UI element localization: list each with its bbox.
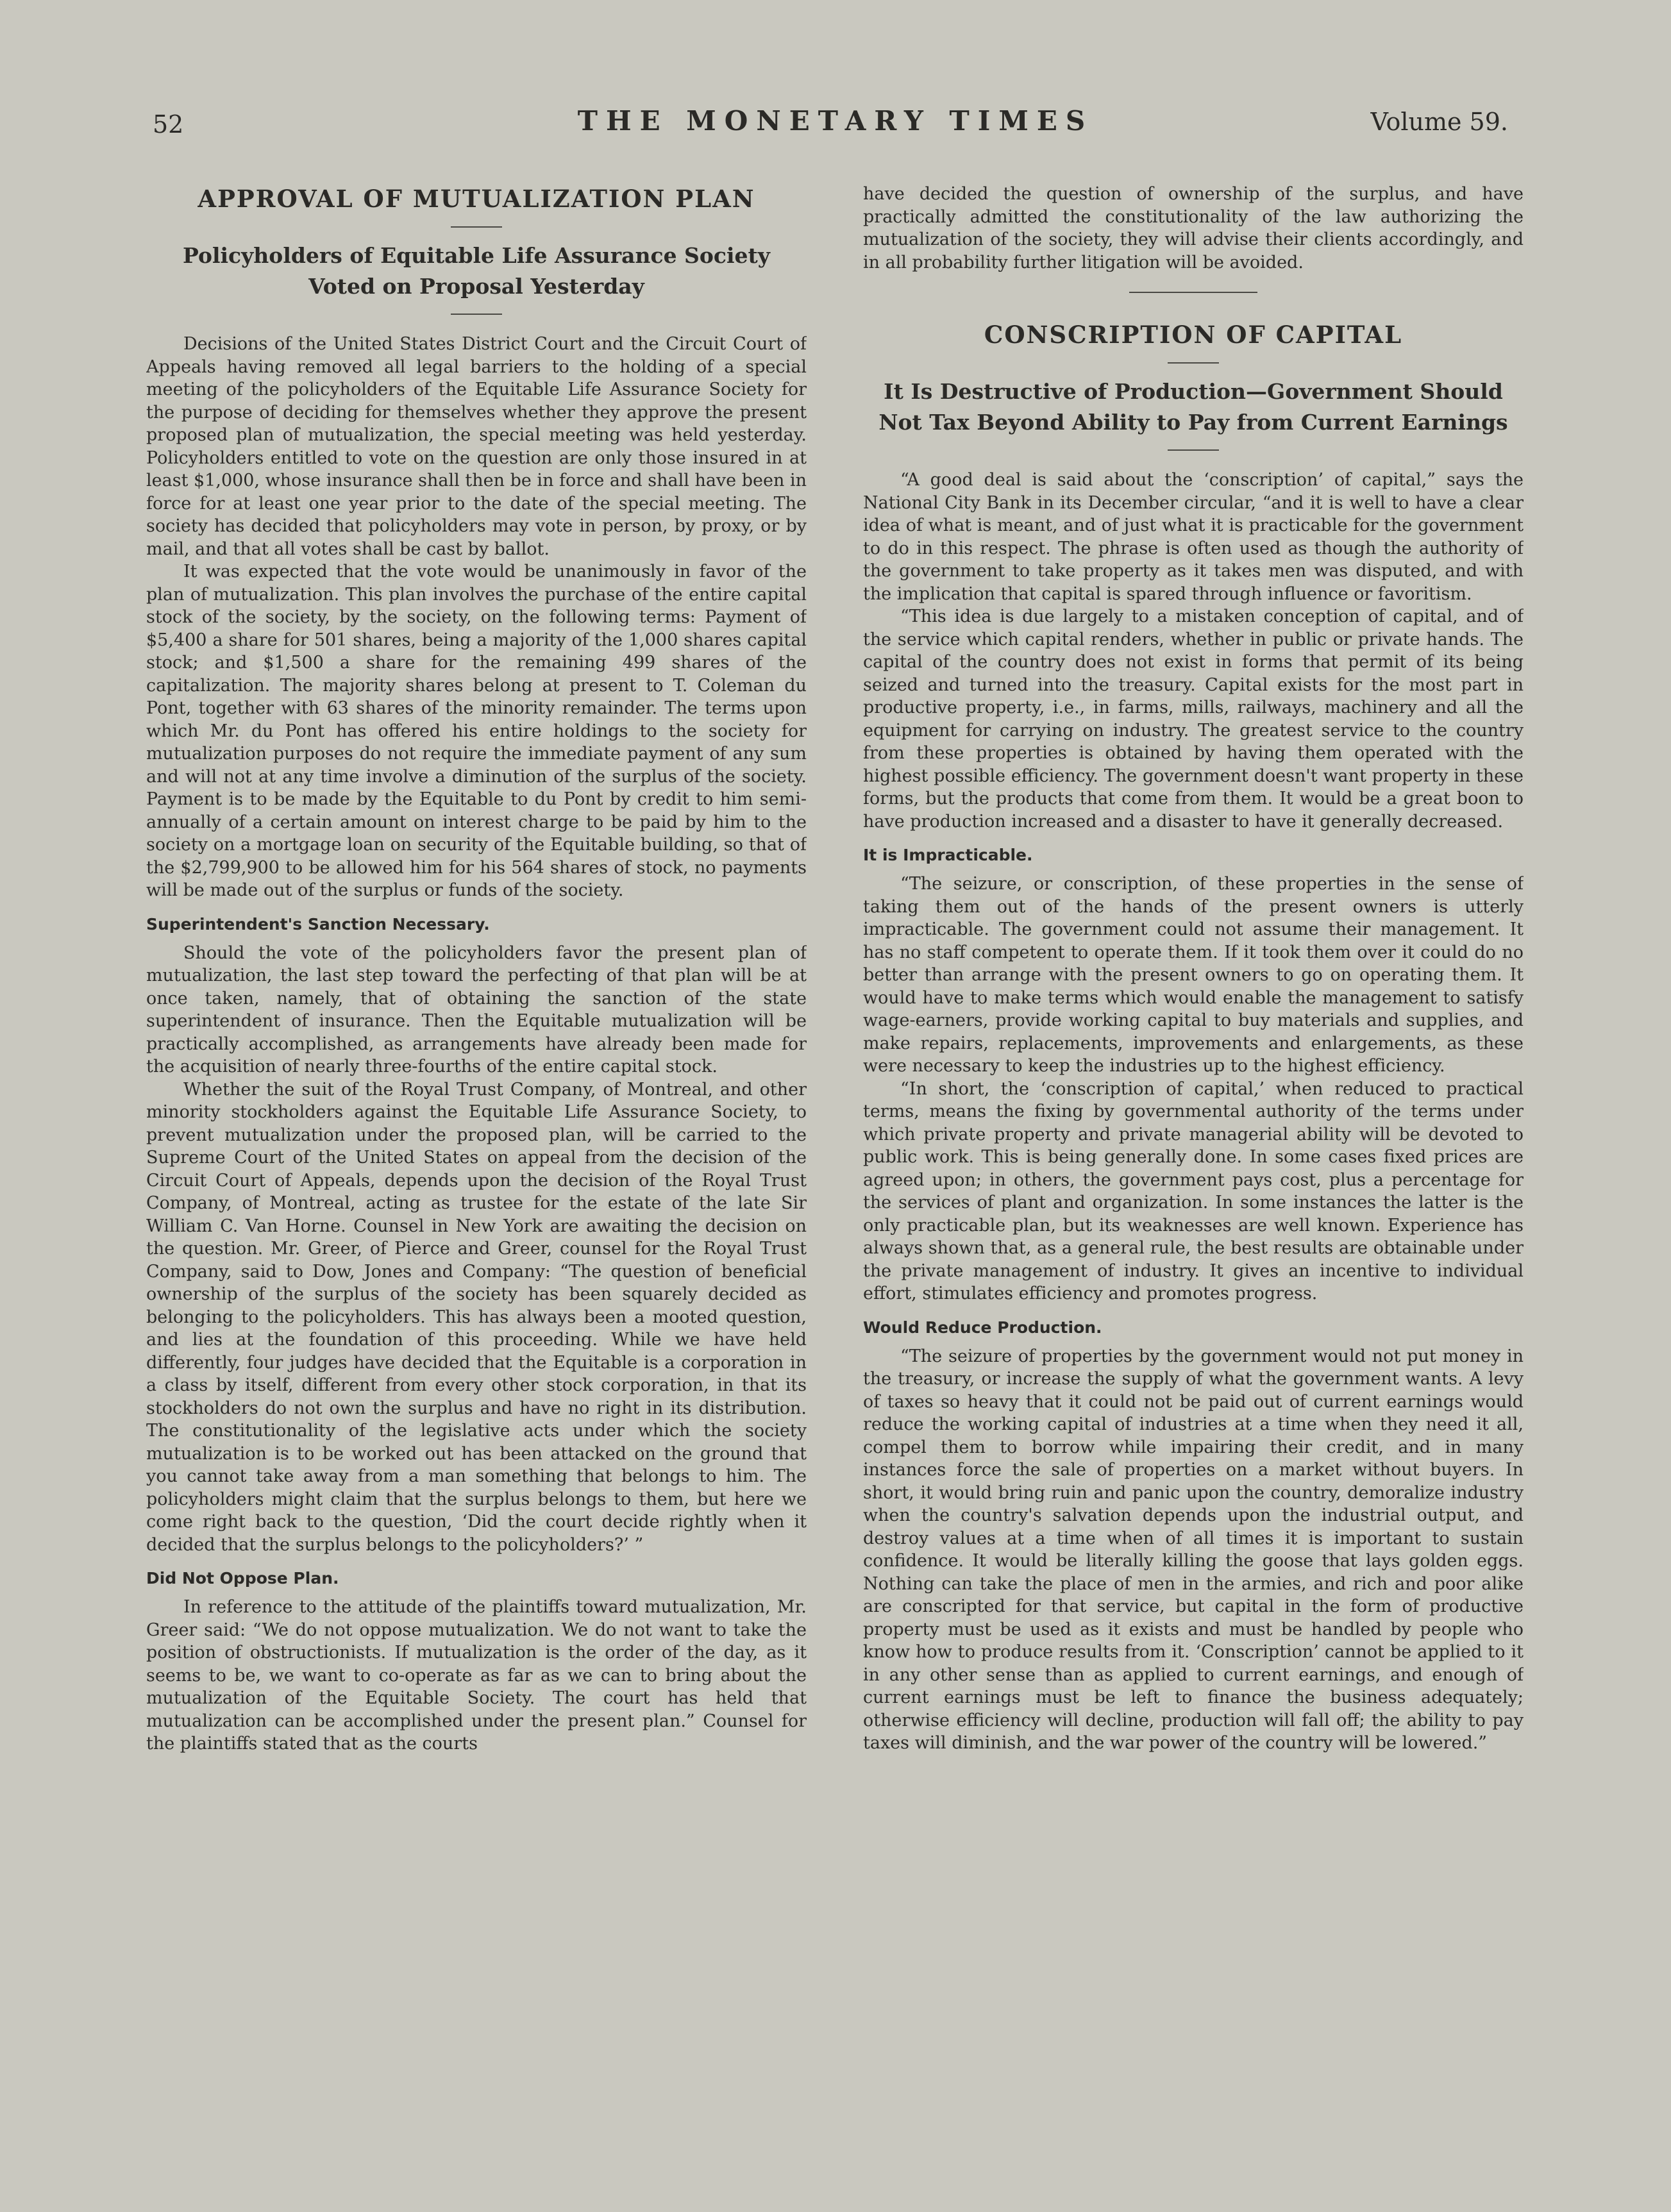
section-heading: Would Reduce Production. xyxy=(863,1318,1102,1337)
left-column xyxy=(146,183,807,2132)
article-paragraph: “The seizure, or conscription, of these properties in the sense of taking them out of the hands of the present owners is utterly impracticable. The government could not assume their management. It has no staff competent to operate them. If it took them over it could do no better than arrange with the present owners to go on operating them. It would have to make terms which would enable the management to satisfy wage-earners, provide working capital to buy materials and supplies, and make repairs, replacements, improvements and enlargements, as these were necessary to keep the industries up to the highest efficiency. xyxy=(863,874,1524,1076)
subtitle-rule xyxy=(451,314,502,315)
article-continuation: have decided the question of ownership of the surplus, and have practically admitted the constitutionality of the law authorizing the mutualization of the society, they will advise their clients accordingly, and in all probability further litigation will be avoided. xyxy=(863,184,1524,272)
article-title: APPROVAL OF MUTUALIZATION PLAN xyxy=(197,185,755,213)
masthead: THE MONETARY TIMES xyxy=(577,105,1094,137)
section-heading: Superintendent's Sanction Necessary. xyxy=(146,914,490,934)
article-paragraph: It was expected that the vote would be unanimously in favor of the plan of mutualization. This plan involves the purchase of the entire capital stock of the society, by the society, on the following terms: Payment of $5,400 a share for 501 shares, being a majority of the 1,000 shares capital stock; and $1,500 a share for the remaining 499 shares of the capitalization. The majority shares belong at present to T. Coleman du Pont, together with 63 shares of the minority remainder. The terms upon which Mr. du Pont has offered his entire holdings to the society for mutualization purposes do not require the immediate payment of any sum and will not at any time involve a diminution of the surplus of the society. Payment is to be made by the Equitable to du Pont by credit to him semi-annually of a certain amount on interest charge to be paid by him to the society on a mortgage loan on security of the Equitable building, so that of the $2,799,900 to be allowed him for his 564 shares of stock, no payments will be made out of the surplus or funds of the society. xyxy=(146,562,807,900)
title-rule xyxy=(1168,362,1219,364)
article-paragraph: Decisions of the United States District Court and the Circuit Court of Appeals having removed all legal barriers to the holding of a special meeting of the policyholders of the Equitable Life Assurance Society for the purpose of deciding for themselves whether they approve the present proposed plan of mutualization, the special meeting was held yesterday. Policyholders entitled to vote on the question are only those insured in at least $1,000, whose insurance shall then be in force and shall have been in force for at least one year prior to the date of the special meeting. The society has decided that policyholders may vote in person, by proxy, or by mail, and that all votes shall be cast by ballot. xyxy=(146,334,807,559)
volume-label: Volume 59. xyxy=(1370,108,1508,136)
article-paragraph: “A good deal is said about the ‘conscription’ of capital,” says the National City Bank in its December circular, “and it is well to have a clear idea of what is meant, and of just what it is practicable for the government to do in this respect. The phrase is often used as though the authority of the government to take property as it takes men was disputed, and with the implication that capital is spared through influence or favoritism. xyxy=(863,470,1524,604)
page-number: 52 xyxy=(153,110,184,138)
article-paragraph: “This idea is due largely to a mistaken conception of capital, and of the service which capital renders, whether in public or private hands. The capital of the country does not exist in forms that permit of its being seized and turned into the treasury. Capital exists for the most part in productive property, i.e., in farms, mills, railways, machinery and all the equipment for carrying on industry. The greatest service to the country from these properties is obtained by having them operated with the highest possible efficiency. The government doesn't want property in these forms, but the products that come from them. It would be a great boon to have production increased and a disaster to have it generally decreased. xyxy=(863,607,1524,832)
article-paragraph: Should the vote of the policyholders favor the present plan of mutualization, the last step toward the perfecting of that plan will be at once taken, namely, that of obtaining the sanction of the state superintendent of insurance. Then the Equitable mutualization will be practically accomplished, as arrangements have already been made for the acquisition of nearly three-fourths of the entire capital stock. xyxy=(146,943,807,1077)
running-header xyxy=(0,103,1671,141)
article-divider xyxy=(1129,292,1257,293)
article-subtitle: Policyholders of Equitable Life Assurance Society Voted on Proposal Yesterday xyxy=(183,243,770,299)
right-column xyxy=(863,183,1524,2106)
article-paragraph: Whether the suit of the Royal Trust Company, of Montreal, and other minority stockholders against the Equitable Life Assurance Society, to prevent mutualization under the proposed plan, will be carried to the Supreme Court of the United States on appeal from the decision of the Circuit Court of Appeals, depends upon the decision of the Royal Trust Company, of Montreal, acting as trustee for the estate of the late Sir William C. Van Horne. Counsel in New York are awaiting the decision on the question. Mr. Greer, of Pierce and Greer, counsel for the Royal Trust Company, said to Dow, Jones and Company: “The question of beneficial ownership of the surplus of the society has been squarely decided as belonging to the policyholders. This has always been a mooted question, and lies at the foundation of this proceeding. While we have held differently, four judges have decided that the Equitable is a corporation in a class by itself, different from every other stock corporation, in that its stockholders do not own the surplus and have no right in its distribution. The constitutionality of the legislative acts under which the society mutualization is to be worked out has been attacked on the ground that you cannot take away from a man something that belongs to him. The policyholders might claim that the surplus belongs to them, but here we come right back to the question, ‘Did the court decide rightly when it decided that the surplus belongs to the policyholders?’ ” xyxy=(146,1079,807,1555)
article-title: CONSCRIPTION OF CAPITAL xyxy=(984,321,1403,349)
article-paragraph: In reference to the attitude of the plaintiffs toward mutualization, Mr. Greer said: “We do not oppose mutualization. We do not want to take the position of obstructionists. If mutualization is the order of the day, as it seems to be, we want to co-operate as far as we can to bring about the mutualization of the Equitable Society. The court has held that mutualization can be accomplished under the present plan.” Counsel for the plaintiffs stated that as the courts xyxy=(146,1597,807,1754)
subtitle-rule xyxy=(1168,449,1219,451)
article-paragraph: “The seizure of properties by the government would not put money in the treasury, or increase the supply of what the government wants. A levy of taxes so heavy that it could not be paid out of current earnings would reduce the working capital of industries at a time when they need it all, compel them to borrow while impairing their credit, and in many instances force the sale of properties on a market without buyers. In short, it would bring ruin and panic upon the country, demoralize industry when the country's salvation depends upon the industrial output, and destroy values at a time when of all times it is important to sustain confidence. It would be literally killing the goose that lays golden eggs. Nothing can take the place of men in the armies, and rich and poor alike are conscripted for that service, but capital in the form of productive property must be used as it exists and must be handled by people who know how to produce results from it. ‘Conscription’ cannot be applied to it in any other sense than as applied to current earnings, and enough of current earnings must be left to finance the business adequately; otherwise efficiency will decline, production will fall off; the ability to pay taxes will diminish, and the war power of the country will be lowered.” xyxy=(863,1346,1524,1753)
section-heading: It is Impracticable. xyxy=(863,846,1033,864)
article-subtitle: It Is Destructive of Production—Government Should Not Tax Beyond Ability to Pay from Current Earnings xyxy=(878,379,1508,435)
title-rule xyxy=(451,226,502,228)
article-paragraph: “In short, the ‘conscription of capital,’ when reduced to practical terms, means the fixing by governmental authority of the terms under which private property and private managerial ability will be devoted to public work. This is being generally done. In some cases fixed prices are agreed upon; in others, the government pays cost, plus a percentage for the services of plant and organization. In some instances the latter is the only practicable plan, but its weaknesses are well known. Experience has always shown that, as a general rule, the best results are obtainable under the private management of industry. It gives an incentive to individual effort, stimulates efficiency and promotes progress. xyxy=(863,1078,1524,1303)
section-heading: Did Not Oppose Plan. xyxy=(146,1569,339,1588)
